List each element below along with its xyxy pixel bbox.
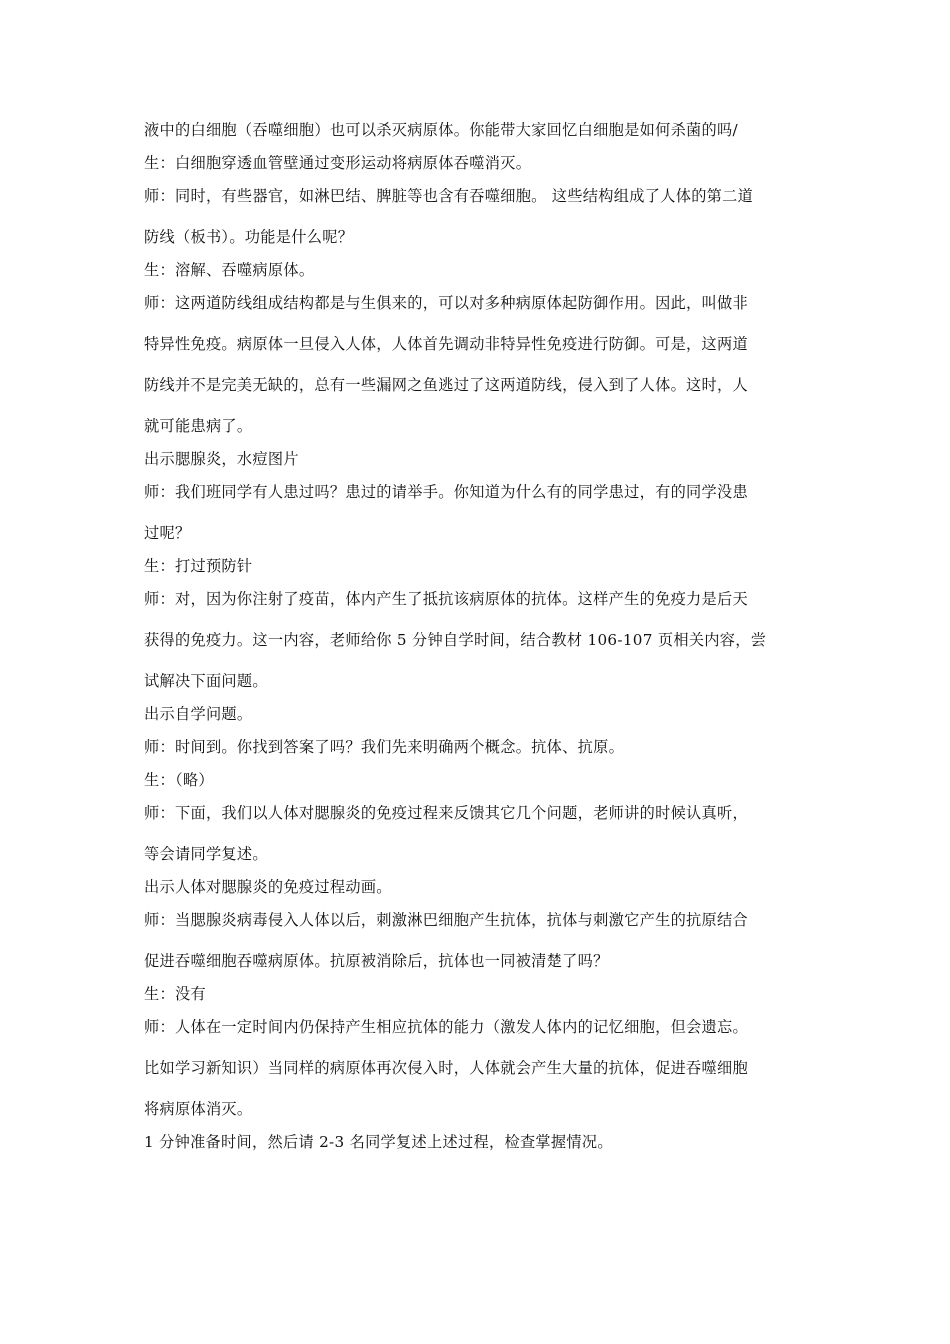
text-line: 防线（板书）。功能是什么呢？: [144, 228, 354, 246]
text-line: 生：没有: [144, 985, 206, 1003]
text-line: 生：白细胞穿透血管壁通过变形运动将病原体吞噬消灭。: [144, 154, 532, 172]
text-line: 师：对，因为你注射了疫苗，体内产生了抵抗该病原体的抗体。这样产生的免疫力是后天: [144, 590, 749, 608]
text-line: 师：同时，有些器官，如淋巴结、脾脏等也含有吞噬细胞。 这些结构组成了人体的第二道: [144, 187, 754, 205]
text-line: 将病原体消灭。: [144, 1100, 253, 1118]
text-line: 生：溶解、吞噬病原体。: [144, 261, 315, 279]
text-line: 生：（略）: [144, 771, 214, 789]
text-line: 师：我们班同学有人患过吗？患过的请举手。你知道为什么有的同学患过，有的同学没患: [144, 483, 749, 501]
text-line: 师：当腮腺炎病毒侵入人体以后，刺激淋巴细胞产生抗体，抗体与刺激它产生的抗原结合: [144, 911, 749, 929]
text-line: 出示自学问题。: [144, 705, 253, 723]
text-line: 师：人体在一定时间内仍保持产生相应抗体的能力（激发人体内的记忆细胞，但会遗忘。: [144, 1018, 749, 1036]
text-line: 就可能患病了。: [144, 417, 253, 435]
text-line: 师：下面，我们以人体对腮腺炎的免疫过程来反馈其它几个问题，老师讲的时候认真听，: [144, 804, 749, 822]
text-line: 师：时间到。你找到答案了吗？我们先来明确两个概念。抗体、抗原。: [144, 738, 625, 756]
text-line: 师：这两道防线组成结构都是与生俱来的，可以对多种病原体起防御作用。因此，叫做非: [144, 294, 749, 312]
text-line: 出示人体对腮腺炎的免疫过程动画。: [144, 878, 392, 896]
text-line: 液中的白细胞（吞噬细胞）也可以杀灭病原体。你能带大家回忆白细胞是如何杀菌的吗/: [144, 121, 738, 139]
text-line: 获得的免疫力。这一内容，老师给你 5 分钟自学时间，结合教材 106-107 页相关内容，尝: [144, 631, 767, 649]
text-line: 等会请同学复述。: [144, 845, 268, 863]
text-line: 促进吞噬细胞吞噬病原体。抗原被消除后，抗体也一同被清楚了吗？: [144, 952, 609, 970]
text-line: 生：打过预防针: [144, 557, 253, 575]
text-line: 防线并不是完美无缺的，总有一些漏网之鱼逃过了这两道防线，侵入到了人体。这时，人: [144, 376, 749, 394]
document-body: [144, 118, 816, 1154]
text-line: 出示腮腺炎，水痘图片: [144, 450, 299, 468]
text-line: 1 分钟准备时间，然后请 2-3 名同学复述上述过程，检查掌握情况。: [144, 1133, 613, 1151]
text-line: 试解决下面问题。: [144, 672, 268, 690]
text-line: 特异性免疫。病原体一旦侵入人体，人体首先调动非特异性免疫进行防御。可是，这两道: [144, 335, 749, 353]
text-line: 比如学习新知识）当同样的病原体再次侵入时，人体就会产生大量的抗体，促进吞噬细胞: [144, 1059, 749, 1077]
text-line: 过呢？: [144, 524, 191, 542]
